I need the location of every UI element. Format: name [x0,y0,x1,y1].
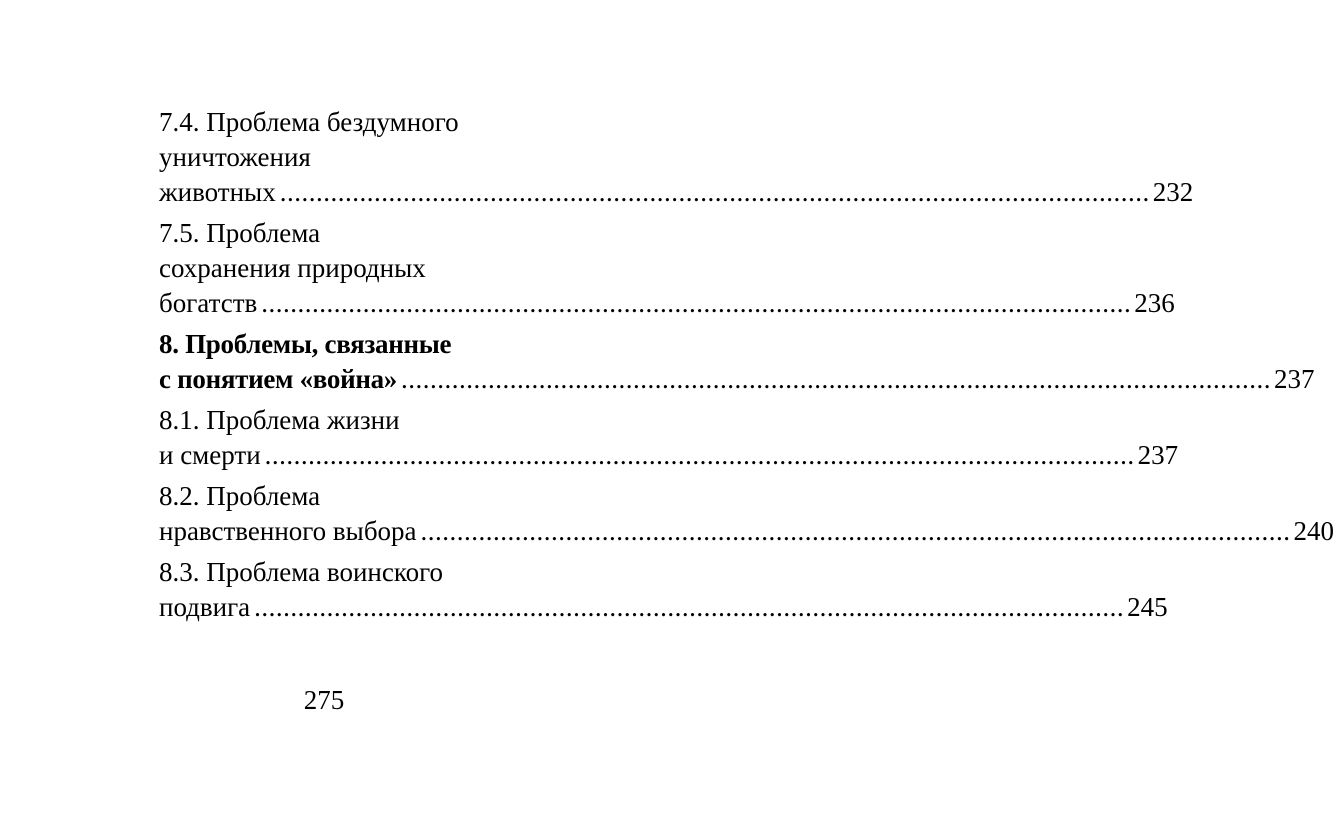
toc-entry-page: 232 [1152,177,1194,207]
toc-entry [159,555,1168,625]
toc-entry-title-line: 8.2. Проблема [159,481,321,511]
toc-entry-last-line [159,175,1194,210]
toc-entry-last-line [159,438,1179,473]
toc-entry [159,216,1175,321]
toc-entry-title-line: уничтожения [159,142,311,172]
toc-entry-title-line: 8.1. Проблема жизни [159,405,400,435]
toc-section-entry [159,327,1315,397]
toc-entry-label: и смерти [159,440,261,470]
toc-entry-page: 245 [1127,592,1168,622]
toc-entry [159,105,1194,210]
toc-entry-label: с понятием «война» [159,364,398,394]
toc-entry-title-line: 7.4. Проблема бездумного [159,107,459,137]
toc-entry-last-line [159,362,1315,397]
leader-dots: ........................................................................................................................ [254,592,1125,622]
toc-entry-label: нравственного выбора [159,516,417,546]
toc-entry-page: 240 [1293,516,1334,546]
table-of-contents [159,105,1334,631]
toc-entry-last-line [159,514,1334,549]
page-number: 275 [303,685,345,715]
leader-dots: ........................................................................................................................ [401,364,1272,394]
toc-entry-label: животных [159,177,276,207]
toc-entry-title-line: 7.5. Проблема [159,218,321,248]
toc-entry-title-line: 8.3. Проблема воинского [159,557,444,587]
toc-entry-label: богатств [159,288,258,318]
toc-entry-page: 237 [1274,364,1315,394]
toc-entry-title-line: сохранения природных [159,253,426,283]
leader-dots: ........................................................................................................................ [279,177,1150,207]
toc-entry-last-line [159,590,1168,625]
toc-entry [159,403,1179,473]
toc-entry-page: 237 [1137,440,1179,470]
toc-entry-label: подвига [159,592,251,622]
leader-dots: ........................................................................................................................ [420,516,1291,546]
toc-entry [159,479,1334,549]
toc-entry-page: 236 [1134,288,1175,318]
leader-dots: ........................................................................................................................ [261,288,1132,318]
toc-entry-last-line [159,286,1175,321]
leader-dots: ........................................................................................................................ [264,440,1135,470]
toc-entry-title-line: 8. Проблемы, связанные [159,329,452,359]
